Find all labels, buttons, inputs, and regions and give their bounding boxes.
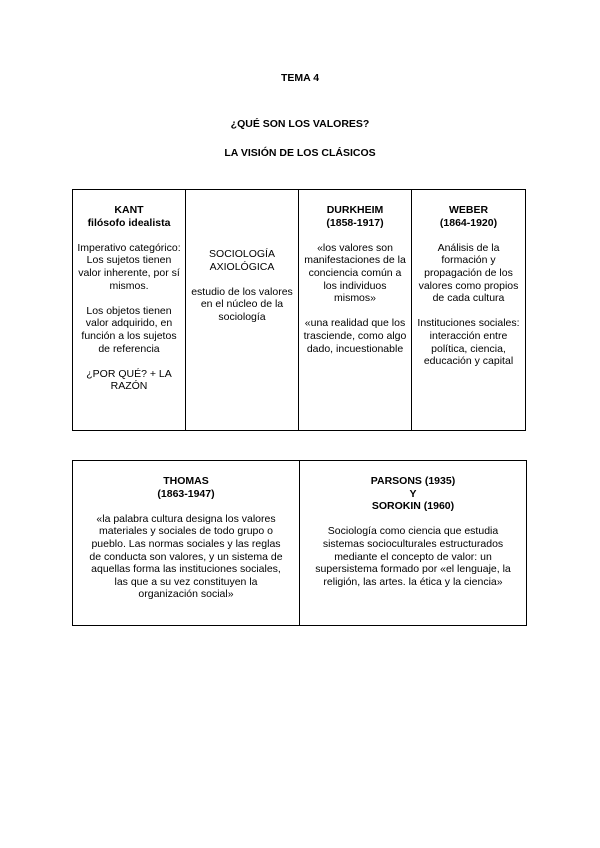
kant-text-1: Imperativo categórico: Los sujetos tienen valor inherente, por sí mismos. [77, 241, 181, 292]
durkheim-years: (1858-1917) [326, 216, 384, 229]
kant-text-3: ¿POR QUÉ? + LA RAZÓN [86, 367, 172, 393]
kant-cell [73, 190, 186, 431]
tema-label: TEMA 4 [280, 72, 320, 84]
durkheim-cell [299, 190, 412, 431]
parsons-title: PARSONS (1935) [370, 475, 456, 487]
durkheim-text-1: «los valores son manifestaciones de la conciencia común a los individuos mismos» [304, 241, 406, 305]
durkheim-title: DURKHEIM [326, 204, 384, 216]
kant-subtitle: filósofo idealista [87, 216, 171, 229]
sociologia-cell [186, 190, 299, 431]
thomas-years: (1863-1947) [157, 487, 215, 500]
weber-text-1: Análisis de la formación y propagación de los valores como propios de cada cultura [418, 241, 519, 305]
parsons-cell [300, 461, 527, 626]
thomas-cell [73, 461, 300, 626]
page-subtitle: LA VISIÓN DE LOS CLÁSICOS [224, 147, 376, 159]
thomas-title: THOMAS [163, 475, 209, 487]
thomas-text: «la palabra cultura designa los valores materiales y sociales de todo grupo o pueblo. Las normas sociales y las reglas de conducta son valores, y un sistema de aquellas forma las instituciones sociales, las que a su vez constituyen la organización social» [89, 512, 283, 601]
parsons-and: Y [409, 487, 417, 500]
modern-table [72, 460, 527, 626]
kant-title: KANT [114, 204, 144, 216]
sorokin-title: SOROKIN (1960) [371, 500, 455, 513]
weber-cell [412, 190, 526, 431]
weber-years: (1864-1920) [439, 216, 498, 229]
sociologia-title: SOCIOLOGÍA AXIOLÓGICA [209, 248, 275, 273]
weber-title: WEBER [448, 204, 489, 216]
parsons-text: Sociología como ciencia que estudia sistemas socioculturales estructurados mediante el concepto de valor: un supersistema formado por «el lenguaje, la religión, las artes. la ética y la ciencia» [315, 525, 511, 588]
kant-text-2: Los objetos tienen valor adquirido, en función a los sujetos de referencia [81, 304, 177, 355]
page-question: ¿QUÉ SON LOS VALORES? [230, 118, 370, 130]
weber-text-2: Instituciones sociales: interacción entre política, ciencia, educación y capital [417, 317, 520, 368]
classics-table [72, 189, 526, 431]
sociologia-text: estudio de los valores en el núcleo de la sociología [191, 285, 293, 323]
durkheim-text-2: «una realidad que los trasciende, como algo dado, incuestionable [303, 317, 407, 355]
